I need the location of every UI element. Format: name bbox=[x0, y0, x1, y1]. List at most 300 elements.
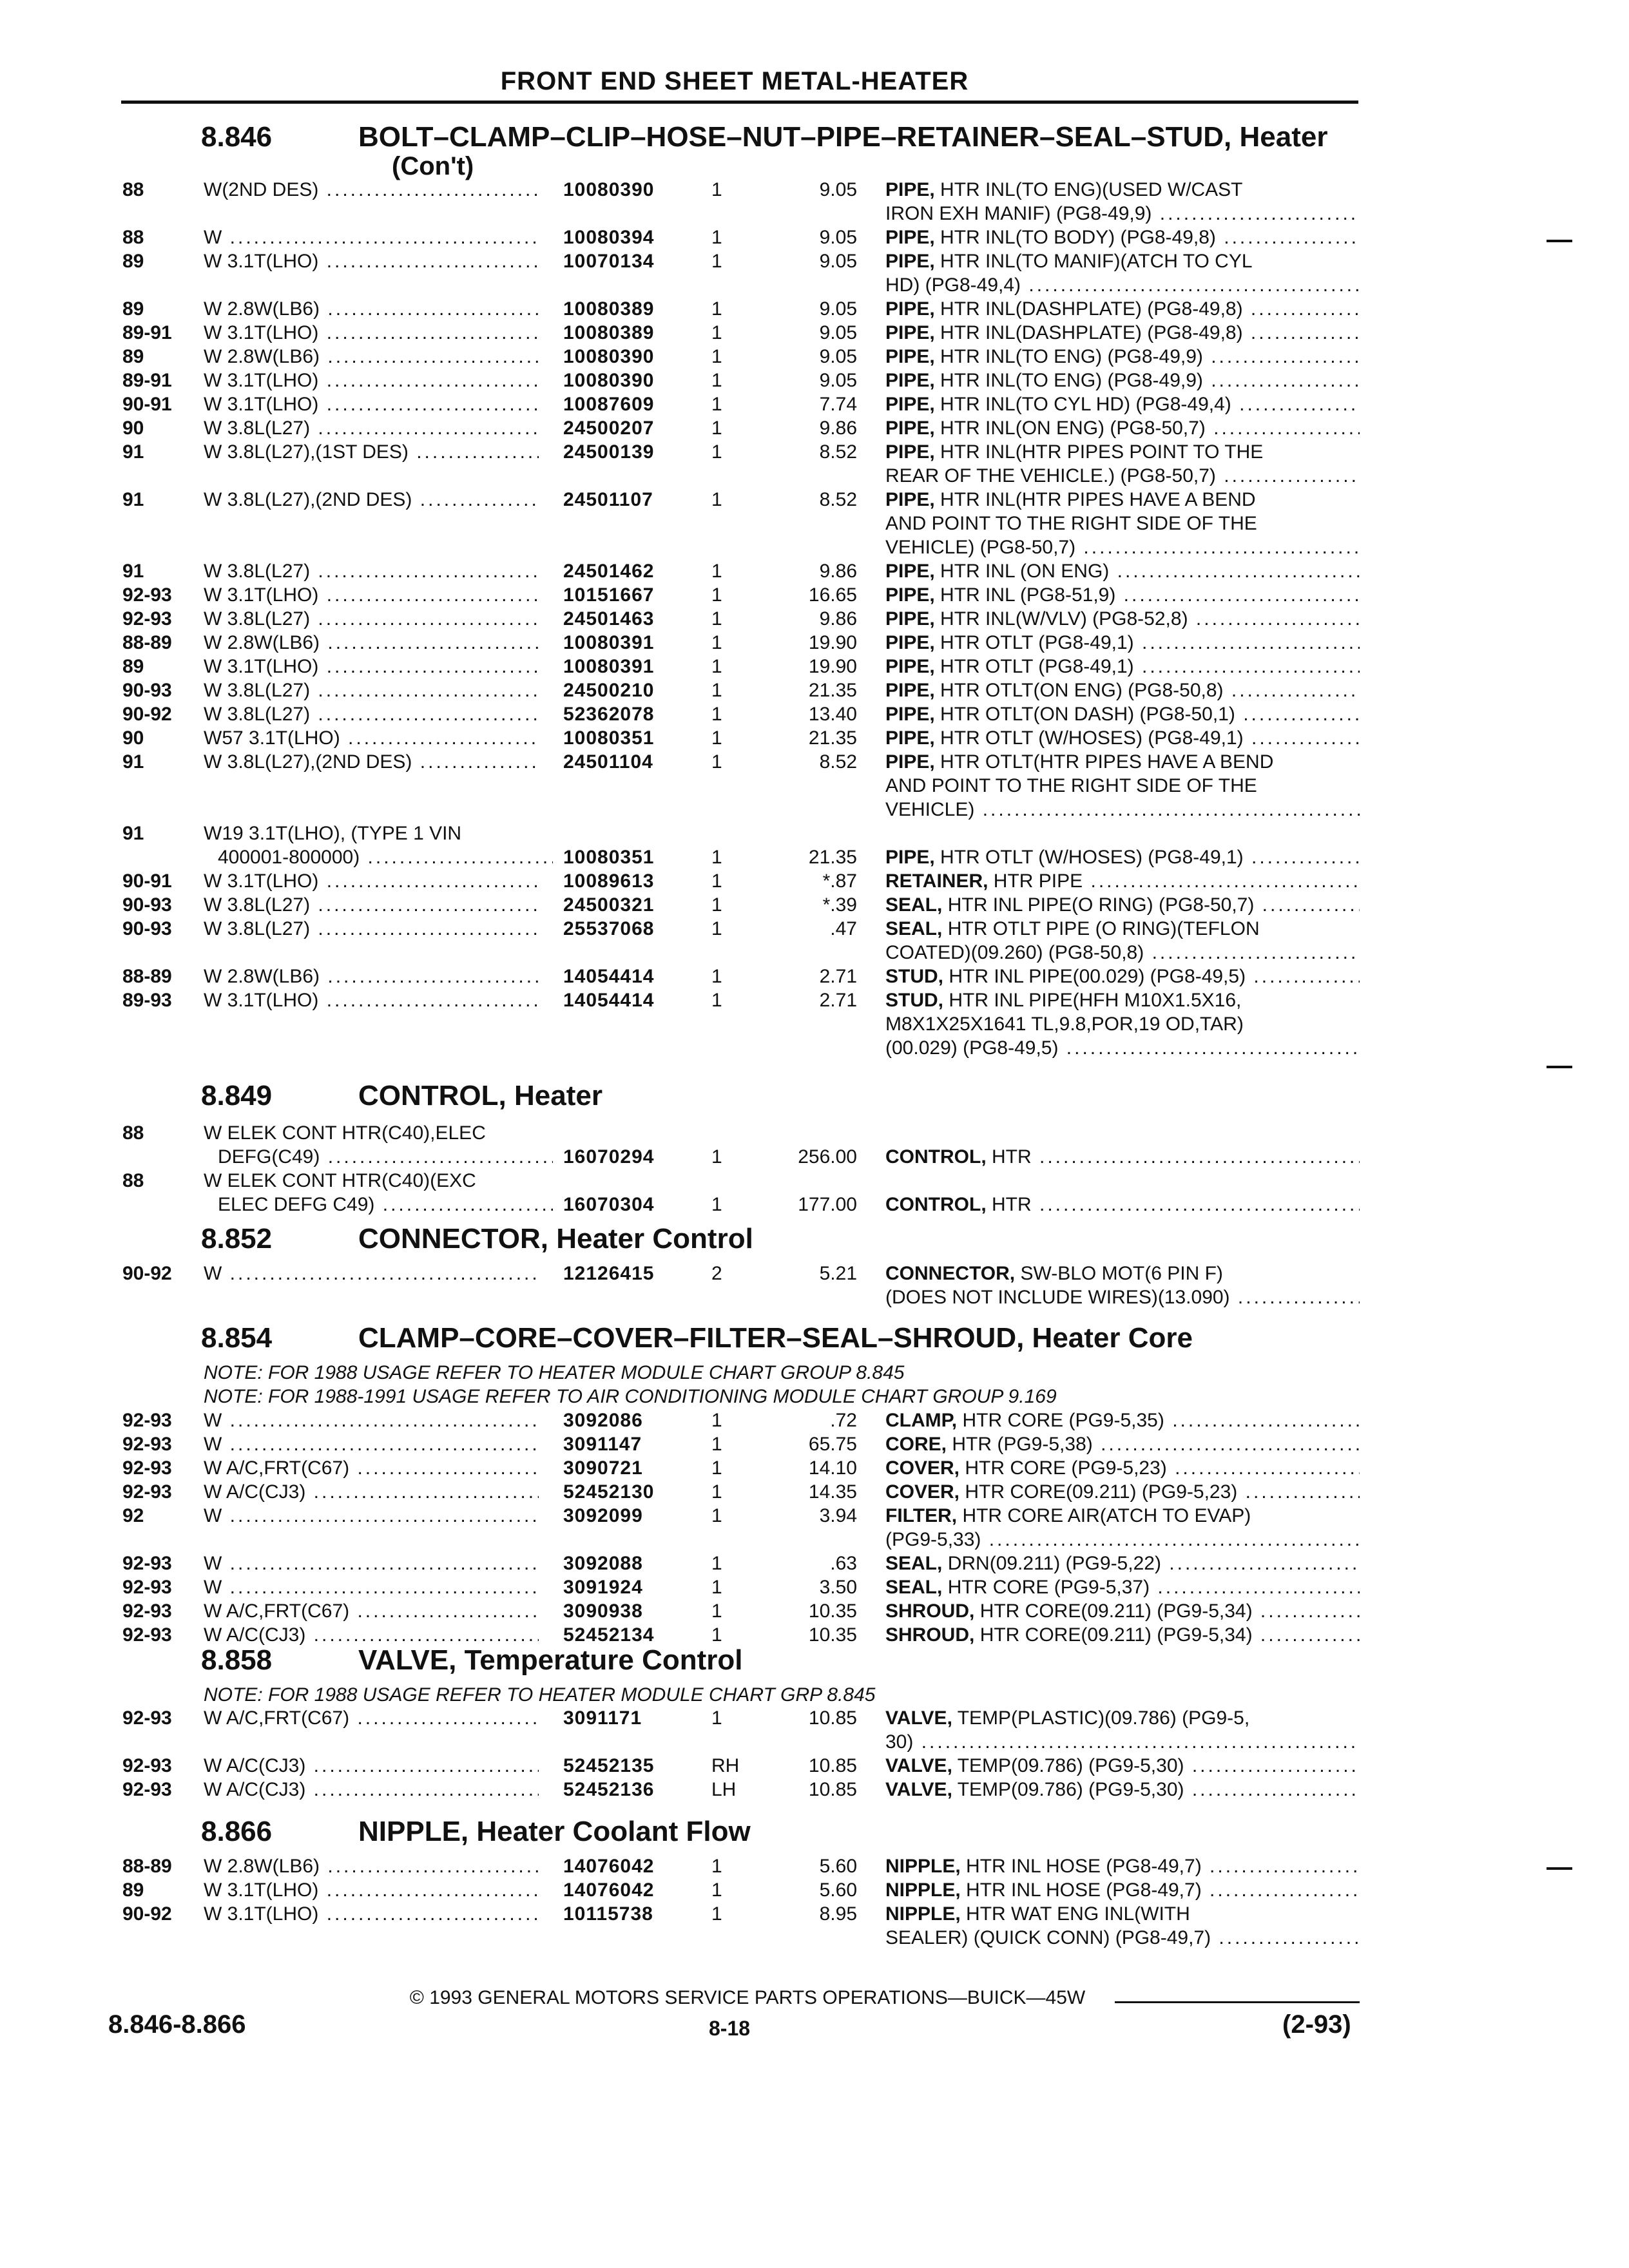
section-title: CLAMP–CORE–COVER–FILTER–SEAL–SHROUD, Heater Core bbox=[358, 1322, 1193, 1354]
quantity: 1 bbox=[711, 1624, 722, 1646]
part-name-noun: SEAL, bbox=[885, 918, 943, 939]
part-number: 24500210 bbox=[563, 680, 655, 701]
model-year: 90-91 bbox=[122, 394, 172, 415]
quantity: 1 bbox=[711, 847, 722, 868]
part-number: 3090938 bbox=[563, 1600, 643, 1622]
part-name-noun: PIPE, bbox=[885, 704, 935, 725]
price: 8.52 bbox=[819, 489, 857, 510]
part-name-noun: SHROUD, bbox=[885, 1600, 975, 1622]
part-name-noun: PIPE, bbox=[885, 561, 935, 582]
quantity: 1 bbox=[711, 394, 722, 415]
part-name-detail: HTR (PG9-5,38) bbox=[952, 1434, 1093, 1455]
price: 9.05 bbox=[819, 322, 857, 343]
part-name bbox=[885, 750, 1360, 774]
usage-description: W ELEK CONT HTR(C40),ELEC bbox=[204, 1122, 486, 1144]
part-name bbox=[885, 535, 1360, 559]
part-number: 3092088 bbox=[563, 1553, 643, 1574]
part-name bbox=[885, 774, 1360, 798]
table-row-continuation bbox=[0, 941, 1629, 965]
quantity: 1 bbox=[711, 608, 722, 629]
quantity: 1 bbox=[711, 1410, 722, 1431]
table-row bbox=[0, 893, 1629, 917]
part-number: 52452136 bbox=[563, 1779, 655, 1800]
part-name-detail: HTR CORE AIR(ATCH TO EVAP) bbox=[962, 1505, 1251, 1526]
part-name-detail: HTR CORE(09.211) (PG9-5,23) bbox=[965, 1481, 1238, 1503]
part-name-detail: VEHICLE) (PG8-50,7) bbox=[885, 537, 1076, 558]
model-year: 90-93 bbox=[122, 894, 172, 916]
quantity: 1 bbox=[711, 179, 722, 200]
margin-mark bbox=[1547, 1066, 1572, 1068]
part-name bbox=[885, 512, 1360, 535]
price: 19.90 bbox=[808, 632, 857, 653]
price: 10.85 bbox=[808, 1779, 857, 1800]
table-row-continuation bbox=[0, 535, 1629, 559]
part-name-noun: SEAL, bbox=[885, 894, 943, 916]
price: 177.00 bbox=[798, 1194, 857, 1215]
section-note: NOTE: FOR 1988 USAGE REFER TO HEATER MODULE CHART GRP 8.845 bbox=[204, 1684, 876, 1706]
part-name-detail: HTR INL PIPE(HFH M10X1.5X16, bbox=[949, 990, 1242, 1011]
footer-copyright: © 1993 GENERAL MOTORS SERVICE PARTS OPERATIONS—BUICK—45W bbox=[409, 1987, 1086, 2008]
usage-description: W 3.8L(L27),(2ND DES) ..... bbox=[204, 488, 539, 512]
table-row bbox=[0, 1145, 1629, 1169]
part-name bbox=[885, 1036, 1360, 1060]
part-name bbox=[885, 226, 1360, 249]
usage-description: W 3.1T(LHO) ..... bbox=[204, 392, 539, 416]
model-year: 92-93 bbox=[122, 1577, 172, 1598]
part-name-noun: CONTROL, bbox=[885, 1146, 987, 1168]
table-row bbox=[0, 678, 1629, 702]
table-row bbox=[0, 1432, 1629, 1456]
quantity: 1 bbox=[711, 656, 722, 677]
table-row bbox=[0, 988, 1629, 1012]
part-number: 3091171 bbox=[563, 1707, 642, 1729]
quantity: 1 bbox=[711, 1505, 722, 1526]
part-name-noun: STUD, bbox=[885, 966, 943, 987]
price: 9.05 bbox=[819, 370, 857, 391]
part-name-noun: PIPE, bbox=[885, 584, 935, 606]
part-number: 3091924 bbox=[563, 1577, 643, 1598]
part-number: 10080351 bbox=[563, 727, 655, 749]
part-name-noun: PIPE, bbox=[885, 656, 935, 677]
model-year: 90-92 bbox=[122, 1903, 172, 1925]
model-year: 92 bbox=[122, 1505, 144, 1526]
table-row-continuation bbox=[0, 464, 1629, 488]
table-row bbox=[0, 321, 1629, 345]
usage-description: W ELEK CONT HTR(C40)(EXC bbox=[204, 1170, 476, 1191]
part-name bbox=[885, 631, 1360, 655]
quantity: 2 bbox=[711, 1263, 722, 1284]
table-row bbox=[0, 440, 1629, 464]
part-name-detail: HTR CORE(09.211) (PG9-5,34) bbox=[979, 1624, 1253, 1646]
usage-description: W A/C(CJ3) ..... bbox=[204, 1754, 539, 1778]
model-year: 91 bbox=[122, 561, 144, 582]
table-row bbox=[0, 655, 1629, 678]
part-number: 10080390 bbox=[563, 370, 655, 391]
part-name-detail: SW-BLO MOT(6 PIN F) bbox=[1020, 1263, 1223, 1284]
usage-description: W 3.8L(L27) ..... bbox=[204, 678, 539, 702]
part-number: 24501463 bbox=[563, 608, 655, 629]
section-heading bbox=[0, 1816, 1629, 1854]
part-name bbox=[885, 702, 1360, 726]
table-row bbox=[0, 1262, 1629, 1285]
part-name-detail: SEALER) (QUICK CONN) (PG8-49,7) bbox=[885, 1927, 1211, 1948]
part-name-detail: HTR OTLT (PG8-49,1) bbox=[940, 632, 1134, 653]
table-row bbox=[0, 583, 1629, 607]
model-year: 88 bbox=[122, 1170, 144, 1191]
section-number: 8.854 bbox=[201, 1322, 273, 1354]
price: 9.05 bbox=[819, 251, 857, 272]
table-row bbox=[0, 1878, 1629, 1902]
part-name-detail: HTR OTLT(ON ENG) (PG8-50,8) bbox=[940, 680, 1224, 701]
part-name-noun: PIPE, bbox=[885, 680, 935, 701]
price: 9.05 bbox=[819, 227, 857, 248]
model-year: 89 bbox=[122, 1879, 144, 1901]
model-year: 88 bbox=[122, 1122, 144, 1144]
model-year: 89-91 bbox=[122, 322, 172, 343]
part-name-detail: HTR INL (PG8-51,9) bbox=[940, 584, 1116, 606]
part-name-detail: HTR OTLT (W/HOSES) (PG8-49,1) bbox=[940, 727, 1244, 749]
part-name-noun: PIPE, bbox=[885, 489, 935, 510]
usage-description: DEFG(C49) ..... bbox=[218, 1145, 553, 1169]
part-name-detail: HTR INL(TO MANIF)(ATCH TO CYL bbox=[940, 251, 1253, 272]
usage-description: W 2.8W(LB6) ..... bbox=[204, 631, 539, 655]
model-year: 90-92 bbox=[122, 1263, 172, 1284]
part-name bbox=[885, 1432, 1360, 1456]
table-row-continuation bbox=[0, 798, 1629, 822]
part-name bbox=[885, 1599, 1360, 1623]
part-name-detail: HTR bbox=[992, 1194, 1032, 1215]
part-number: 52452135 bbox=[563, 1755, 655, 1776]
footer-rule-right bbox=[1115, 2001, 1360, 2003]
section-note: NOTE: FOR 1988 USAGE REFER TO HEATER MODULE CHART GROUP 8.845 bbox=[204, 1362, 905, 1383]
part-name-detail: HTR OTLT (PG8-49,1) bbox=[940, 656, 1134, 677]
usage-description: W 3.8L(L27) ..... bbox=[204, 917, 539, 941]
usage-description: W A/C,FRT(C67) ..... bbox=[204, 1599, 539, 1623]
model-year: 92-93 bbox=[122, 1553, 172, 1574]
header-rule bbox=[121, 101, 1358, 104]
quantity: 1 bbox=[711, 680, 722, 701]
part-name bbox=[885, 893, 1360, 917]
price: 65.75 bbox=[808, 1434, 857, 1455]
part-number: 24500207 bbox=[563, 418, 655, 439]
part-number: 3090721 bbox=[563, 1457, 643, 1479]
part-name bbox=[885, 249, 1360, 273]
price: *.87 bbox=[822, 870, 857, 892]
price: 21.35 bbox=[808, 847, 857, 868]
quantity: 1 bbox=[711, 1856, 722, 1877]
table-row bbox=[0, 1480, 1629, 1504]
page-header-title: FRONT END SHEET METAL-HEATER bbox=[500, 67, 969, 95]
part-name-detail: HTR INL(DASHPLATE) (PG8-49,8) bbox=[940, 298, 1243, 320]
table-row bbox=[0, 345, 1629, 369]
section-heading bbox=[0, 1644, 1629, 1683]
usage-description: W57 3.1T(LHO) ..... bbox=[204, 726, 539, 750]
table-row bbox=[0, 702, 1629, 726]
part-name-detail: HTR INL(W/VLV) (PG8-52,8) bbox=[940, 608, 1188, 629]
section-note: NOTE: FOR 1988-1991 USAGE REFER TO AIR CONDITIONING MODULE CHART GROUP 9.169 bbox=[204, 1386, 1057, 1407]
part-name-noun: VALVE, bbox=[885, 1755, 952, 1776]
usage-description: W ..... bbox=[204, 1408, 539, 1432]
quantity: 1 bbox=[711, 704, 722, 725]
part-name-noun: VALVE, bbox=[885, 1779, 952, 1800]
part-name bbox=[885, 369, 1360, 392]
table-row bbox=[0, 917, 1629, 941]
part-name-noun: PIPE, bbox=[885, 227, 935, 248]
part-name-noun: NIPPLE, bbox=[885, 1856, 961, 1877]
part-name bbox=[885, 1878, 1360, 1902]
part-name-detail: TEMP(09.786) (PG9-5,30) bbox=[957, 1779, 1184, 1800]
part-name-detail: HTR WAT ENG INL(WITH bbox=[966, 1903, 1190, 1925]
table-row bbox=[0, 488, 1629, 512]
part-name bbox=[885, 1623, 1360, 1647]
quantity: 1 bbox=[711, 1553, 722, 1574]
quantity: 1 bbox=[711, 1707, 722, 1729]
quantity: 1 bbox=[711, 990, 722, 1011]
part-name bbox=[885, 1730, 1360, 1754]
part-name-detail: COATED)(09.260) (PG8-50,8) bbox=[885, 942, 1144, 963]
quantity: 1 bbox=[711, 370, 722, 391]
usage-description: W 2.8W(LB6) ..... bbox=[204, 345, 539, 369]
model-year: 92-93 bbox=[122, 1624, 172, 1646]
table-row bbox=[0, 1623, 1629, 1647]
price: 5.60 bbox=[819, 1879, 857, 1901]
usage-description: W 3.1T(LHO) ..... bbox=[204, 1902, 539, 1926]
quantity: 1 bbox=[711, 322, 722, 343]
part-name bbox=[885, 321, 1360, 345]
usage-description: W ..... bbox=[204, 1504, 539, 1528]
price: 2.71 bbox=[819, 990, 857, 1011]
table-row bbox=[0, 1902, 1629, 1926]
part-number: 10080351 bbox=[563, 847, 655, 868]
model-year: 92-93 bbox=[122, 1434, 172, 1455]
model-year: 89-91 bbox=[122, 370, 172, 391]
part-number: 10115738 bbox=[563, 1903, 653, 1925]
part-number: 10080394 bbox=[563, 227, 655, 248]
section-title: BOLT–CLAMP–CLIP–HOSE–NUT–PIPE–RETAINER–SEAL–STUD, Heater bbox=[358, 121, 1328, 153]
table-row bbox=[0, 1706, 1629, 1730]
part-name-detail: HTR INL(TO ENG)(USED W/CAST bbox=[940, 179, 1243, 200]
section-heading bbox=[0, 1223, 1629, 1262]
usage-description: W 2.8W(LB6) ..... bbox=[204, 1854, 539, 1878]
model-year: 90-93 bbox=[122, 680, 172, 701]
table-row bbox=[0, 226, 1629, 249]
price: 256.00 bbox=[798, 1146, 857, 1168]
part-name bbox=[885, 607, 1360, 631]
model-year: 92-93 bbox=[122, 1481, 172, 1503]
part-name bbox=[885, 1480, 1360, 1504]
model-year: 91 bbox=[122, 823, 144, 844]
price: 8.52 bbox=[819, 751, 857, 773]
quantity: 1 bbox=[711, 1577, 722, 1598]
part-name-noun: PIPE, bbox=[885, 847, 935, 868]
part-name bbox=[885, 1854, 1360, 1878]
table-row bbox=[0, 392, 1629, 416]
table-row-continuation bbox=[0, 1528, 1629, 1552]
margin-mark bbox=[1547, 1867, 1572, 1870]
table-row-continuation bbox=[0, 774, 1629, 798]
part-number: 12126415 bbox=[563, 1263, 655, 1284]
quantity: 1 bbox=[711, 227, 722, 248]
table-row bbox=[0, 631, 1629, 655]
price: 8.52 bbox=[819, 441, 857, 463]
part-name bbox=[885, 678, 1360, 702]
quantity: 1 bbox=[711, 918, 722, 939]
model-year: 92-93 bbox=[122, 1707, 172, 1729]
usage-description: W 3.8L(L27),(2ND DES) ..... bbox=[204, 750, 539, 774]
parts-table bbox=[0, 1854, 1629, 1950]
part-name-noun: PIPE, bbox=[885, 346, 935, 367]
part-name-detail: HTR INL PIPE(00.029) (PG8-49,5) bbox=[949, 966, 1246, 987]
part-name bbox=[885, 845, 1360, 869]
part-number: 24501107 bbox=[563, 489, 653, 510]
part-name bbox=[885, 917, 1360, 941]
part-name bbox=[885, 273, 1360, 297]
quantity: 1 bbox=[711, 298, 722, 320]
part-name-noun: VALVE, bbox=[885, 1707, 952, 1729]
model-year: 90-91 bbox=[122, 870, 172, 892]
usage-description: W 2.8W(LB6) ..... bbox=[204, 297, 539, 321]
model-year: 89 bbox=[122, 346, 144, 367]
quantity: 1 bbox=[711, 632, 722, 653]
model-year: 90-93 bbox=[122, 918, 172, 939]
part-number: 24500321 bbox=[563, 894, 655, 916]
part-name bbox=[885, 1552, 1360, 1575]
price: 5.60 bbox=[819, 1856, 857, 1877]
part-name bbox=[885, 1262, 1360, 1285]
table-row bbox=[0, 416, 1629, 440]
table-row bbox=[0, 1408, 1629, 1432]
usage-description: W 3.8L(L27) ..... bbox=[204, 559, 539, 583]
usage-description: W 3.8L(L27) ..... bbox=[204, 702, 539, 726]
model-year: 92-93 bbox=[122, 1779, 172, 1800]
part-name-detail: TEMP(PLASTIC)(09.786) (PG9-5, bbox=[957, 1707, 1250, 1729]
part-number: 14054414 bbox=[563, 990, 655, 1011]
usage-description: W A/C,FRT(C67) ..... bbox=[204, 1456, 539, 1480]
quantity: 1 bbox=[711, 1481, 722, 1503]
usage-description: W 3.8L(L27) ..... bbox=[204, 416, 539, 440]
margin-mark bbox=[1547, 240, 1572, 242]
part-name-noun: RETAINER, bbox=[885, 870, 988, 892]
part-number: 24501104 bbox=[563, 751, 653, 773]
part-name bbox=[885, 1706, 1360, 1730]
part-name bbox=[885, 1285, 1360, 1309]
part-name-noun: SHROUD, bbox=[885, 1624, 975, 1646]
part-name-noun: SEAL, bbox=[885, 1577, 943, 1598]
part-name-detail: AND POINT TO THE RIGHT SIDE OF THE bbox=[885, 775, 1257, 796]
part-name-detail: HTR INL(HTR PIPES POINT TO THE bbox=[940, 441, 1264, 463]
part-name-detail: HTR INL(ON ENG) (PG8-50,7) bbox=[940, 418, 1206, 439]
part-name-detail: (PG9-5,33) bbox=[885, 1529, 981, 1550]
quantity: 1 bbox=[711, 894, 722, 916]
footer-date: (2-93) bbox=[1282, 2010, 1351, 2039]
table-row bbox=[0, 249, 1629, 273]
part-name-detail: HTR OTLT (W/HOSES) (PG8-49,1) bbox=[940, 847, 1244, 868]
section-number: 8.852 bbox=[201, 1223, 273, 1254]
usage-description: W A/C(CJ3) ..... bbox=[204, 1778, 539, 1802]
table-row bbox=[0, 1575, 1629, 1599]
price: 10.35 bbox=[808, 1624, 857, 1646]
table-row-continuation bbox=[0, 1036, 1629, 1060]
quantity: 1 bbox=[711, 1600, 722, 1622]
section-title-cont-label: (Con't) bbox=[392, 152, 474, 180]
table-row bbox=[0, 178, 1629, 202]
price: 9.05 bbox=[819, 346, 857, 367]
price: 9.86 bbox=[819, 418, 857, 439]
table-row bbox=[0, 1121, 1629, 1145]
part-name bbox=[885, 178, 1360, 202]
part-name-detail: HTR INL(TO ENG) (PG8-49,9) bbox=[940, 346, 1203, 367]
section-number: 8.858 bbox=[201, 1644, 273, 1676]
part-name-noun: PIPE, bbox=[885, 322, 935, 343]
part-number: 24501462 bbox=[563, 561, 655, 582]
section-number: 8.849 bbox=[201, 1080, 273, 1111]
part-name bbox=[885, 965, 1360, 988]
table-row bbox=[0, 1854, 1629, 1878]
part-name bbox=[885, 1456, 1360, 1480]
part-number: 52452130 bbox=[563, 1481, 655, 1503]
price: 14.10 bbox=[808, 1457, 857, 1479]
part-name-noun: COVER, bbox=[885, 1481, 960, 1503]
table-row bbox=[0, 607, 1629, 631]
section-number: 8.866 bbox=[201, 1816, 273, 1847]
part-name-detail: (00.029) (PG8-49,5) bbox=[885, 1037, 1059, 1059]
part-name bbox=[885, 464, 1360, 488]
part-number: 25537068 bbox=[563, 918, 655, 939]
quantity: RH bbox=[711, 1755, 740, 1776]
price: 9.05 bbox=[819, 179, 857, 200]
price: 3.50 bbox=[819, 1577, 857, 1598]
quantity: 1 bbox=[711, 584, 722, 606]
usage-description: W A/C,FRT(C67) ..... bbox=[204, 1706, 539, 1730]
usage-description: W 3.1T(LHO) ..... bbox=[204, 583, 539, 607]
section-heading bbox=[0, 1322, 1629, 1361]
model-year: 92-93 bbox=[122, 1457, 172, 1479]
part-name-noun: PIPE, bbox=[885, 441, 935, 463]
model-year: 90 bbox=[122, 418, 144, 439]
part-name bbox=[885, 440, 1360, 464]
part-number: 10080389 bbox=[563, 322, 655, 343]
part-name bbox=[885, 655, 1360, 678]
quantity: 1 bbox=[711, 561, 722, 582]
part-name-noun: CONTROL, bbox=[885, 1194, 987, 1215]
part-name-noun: PIPE, bbox=[885, 394, 935, 415]
table-row bbox=[0, 822, 1629, 845]
part-number: 10080391 bbox=[563, 656, 655, 677]
part-name bbox=[885, 1754, 1360, 1778]
quantity: 1 bbox=[711, 1903, 722, 1925]
part-name-noun: PIPE, bbox=[885, 632, 935, 653]
part-number: 10080390 bbox=[563, 346, 655, 367]
quantity: 1 bbox=[711, 1434, 722, 1455]
price: 21.35 bbox=[808, 727, 857, 749]
part-name bbox=[885, 392, 1360, 416]
part-name-detail: HTR bbox=[992, 1146, 1032, 1168]
part-name bbox=[885, 1902, 1360, 1926]
table-row bbox=[0, 1169, 1629, 1193]
usage-description: W A/C(CJ3) ..... bbox=[204, 1623, 539, 1647]
quantity: 1 bbox=[711, 727, 722, 749]
part-name bbox=[885, 941, 1360, 965]
part-name-detail: HTR INL HOSE (PG8-49,7) bbox=[966, 1856, 1202, 1877]
model-year: 89-93 bbox=[122, 990, 172, 1011]
part-number: 10087609 bbox=[563, 394, 655, 415]
usage-description: W 2.8W(LB6) ..... bbox=[204, 965, 539, 988]
part-name bbox=[885, 1778, 1360, 1802]
part-number: 10089613 bbox=[563, 870, 655, 892]
model-year: 88 bbox=[122, 179, 144, 200]
usage-description: W19 3.1T(LHO), (TYPE 1 VIN bbox=[204, 823, 462, 844]
table-row-continuation bbox=[0, 1285, 1629, 1309]
